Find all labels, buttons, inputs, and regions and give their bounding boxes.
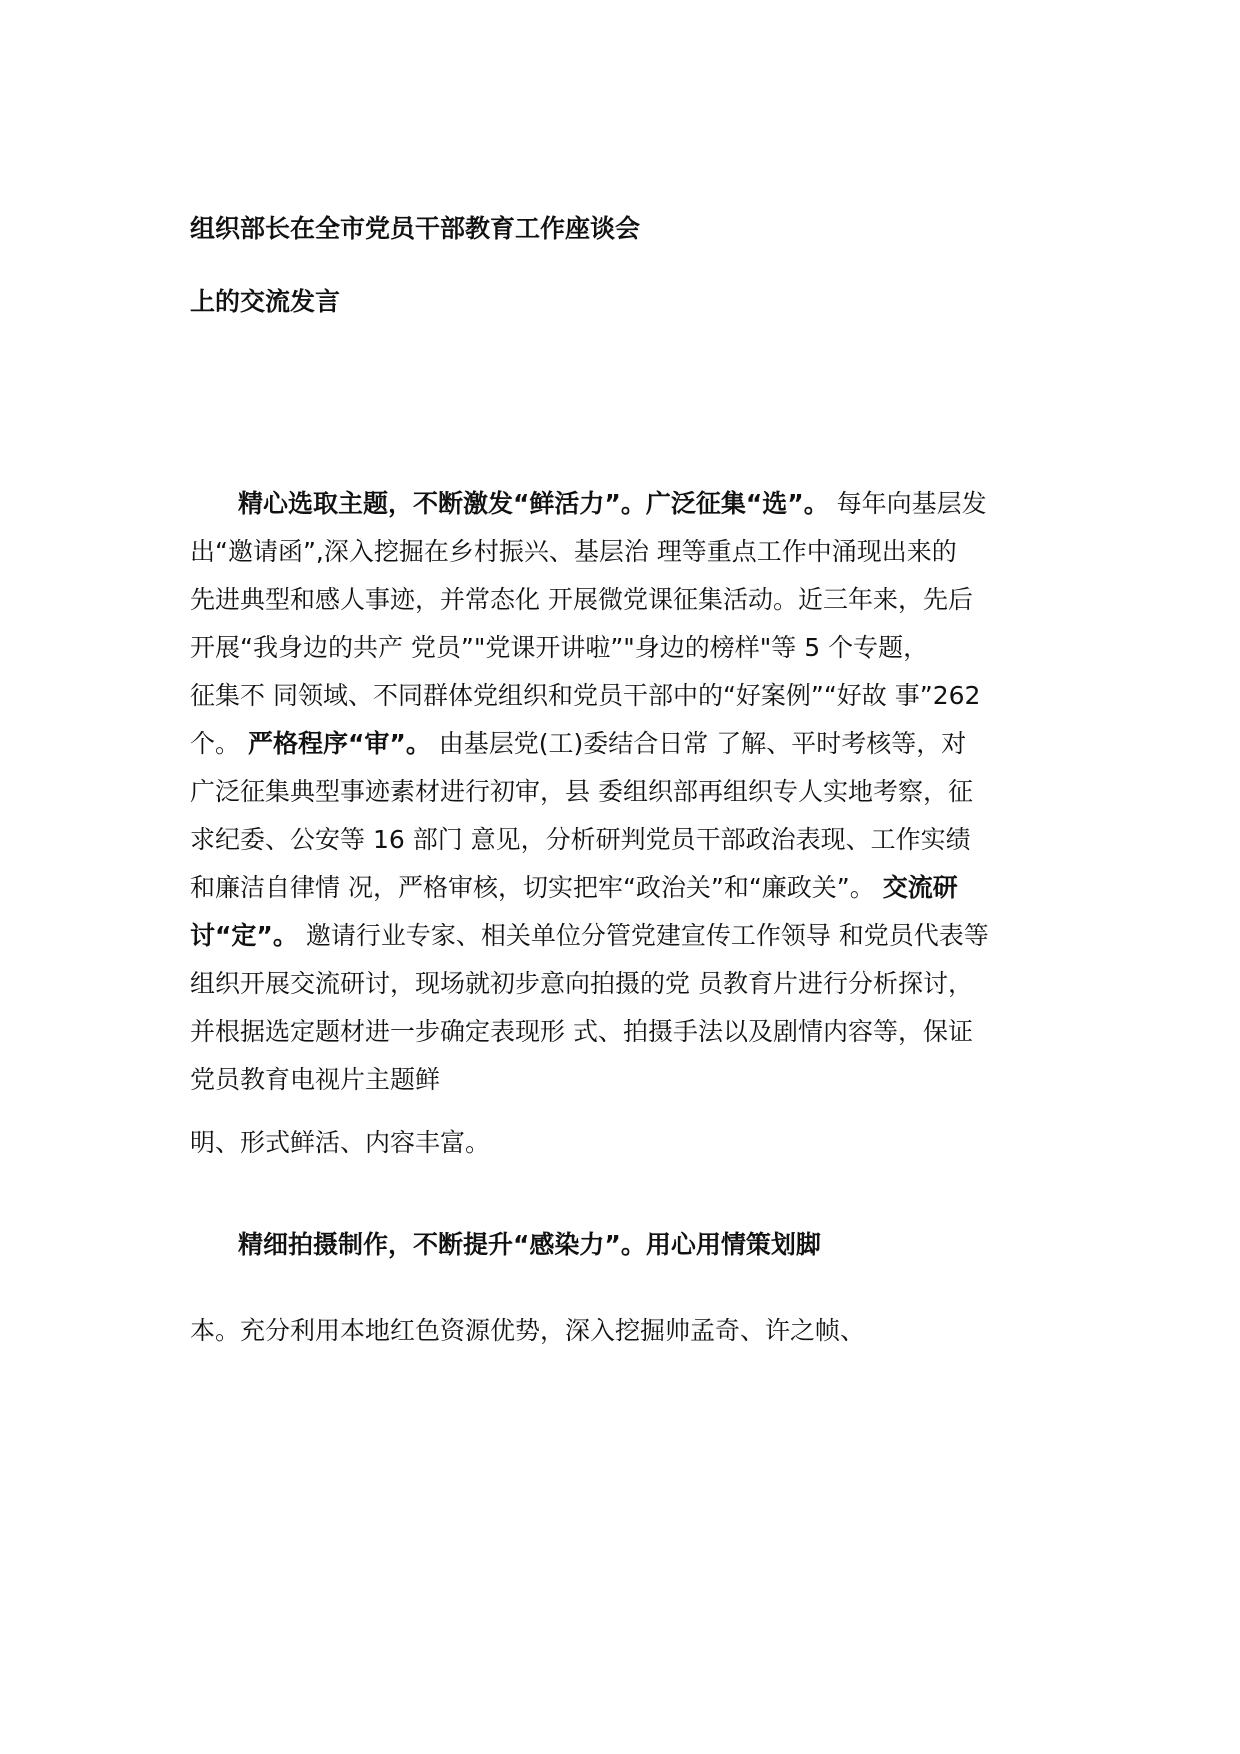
paragraph-line xyxy=(190,480,1040,528)
text-segment: 广泛征集典型事迹素材进行初审，县 委组织部再组织专人实地考察，征 xyxy=(190,777,973,806)
paragraph-line: 明、形式鲜活、内容丰富。 xyxy=(190,1128,491,1157)
paragraph-line xyxy=(190,912,1040,960)
paragraph-production-tail xyxy=(190,1307,1040,1355)
text-segment: 和廉洁自律情 况，严格审核，切实把牢“政治关”和“廉政关”。 xyxy=(190,873,883,902)
paragraph-line xyxy=(190,864,1040,912)
bold-segment: 讨“定”。 xyxy=(190,921,298,950)
text-segment: 先进典型和感人事迹，并常态化 开展微党课征集活动。近三年来，先后 xyxy=(190,585,973,614)
paragraph-line xyxy=(190,816,1040,864)
text-segment: 党员教育电视片主题鲜 xyxy=(190,1065,441,1094)
paragraph-line xyxy=(190,672,1040,720)
paragraph-line xyxy=(190,720,1040,768)
paragraph-lead-heading: 精细拍摄制作，不断提升“感染力”。用心用情策划脚 xyxy=(238,1230,821,1259)
paragraph-select-theme xyxy=(190,480,1040,1104)
paragraph-production xyxy=(190,1221,1040,1269)
paragraph-line xyxy=(190,960,1040,1008)
text-segment: 求纪委、公安等 16 部门 意见，分析研判党员干部政治表现、工作实绩 xyxy=(190,825,971,854)
text-segment: 由基层党(工)委结合日常 了解、平时考核等，对 xyxy=(430,729,967,758)
document-title-line-1: 组织部长在全市党员干部教育工作座谈会 xyxy=(190,214,641,243)
bold-segment: 交流研 xyxy=(882,873,958,902)
paragraph-line xyxy=(190,528,1040,576)
document-title-line-2: 上的交流发言 xyxy=(190,287,341,316)
text-segment: 开展“我身边的共产 党员”"党课开讲啦”"身边的榜样"等 5 个专题， xyxy=(190,633,929,662)
paragraph-line xyxy=(190,1008,1040,1056)
text-segment: 征集不 同领域、不同群体党组织和党员干部中的“好案例”“好故 事”262 xyxy=(190,681,981,710)
text-segment: 邀请行业专家、相关单位分管党建宣传工作领导 和党员代表等 xyxy=(297,921,989,950)
text-segment: 每年向基层发 xyxy=(828,489,987,518)
bold-segment: 精心选取主题，不断激发“鲜活力”。广泛征集“选”。 xyxy=(238,489,829,518)
text-segment: 个。 xyxy=(190,729,248,758)
paragraph-line xyxy=(190,768,1040,816)
text-segment: 组织开展交流研讨，现场就初步意向拍摄的党 员教育片进行分析探讨， xyxy=(190,969,973,998)
text-segment: 出“邀请函”,深入挖掘在乡村振兴、基层治 理等重点工作中涌现出来的 xyxy=(190,537,957,566)
paragraph-line xyxy=(190,624,1040,672)
text-segment: 并根据选定题材进一步确定表现形 式、拍摄手法以及剧情内容等，保证 xyxy=(190,1017,973,1046)
paragraph-line xyxy=(190,576,1040,624)
paragraph-line xyxy=(190,1056,1040,1104)
paragraph-line: 本。充分利用本地红色资源优势，深入挖掘帅孟奇、许之帧、 xyxy=(190,1316,866,1345)
paragraph-select-theme-tail xyxy=(190,1119,1040,1167)
bold-segment: 严格程序“审”。 xyxy=(247,729,431,758)
